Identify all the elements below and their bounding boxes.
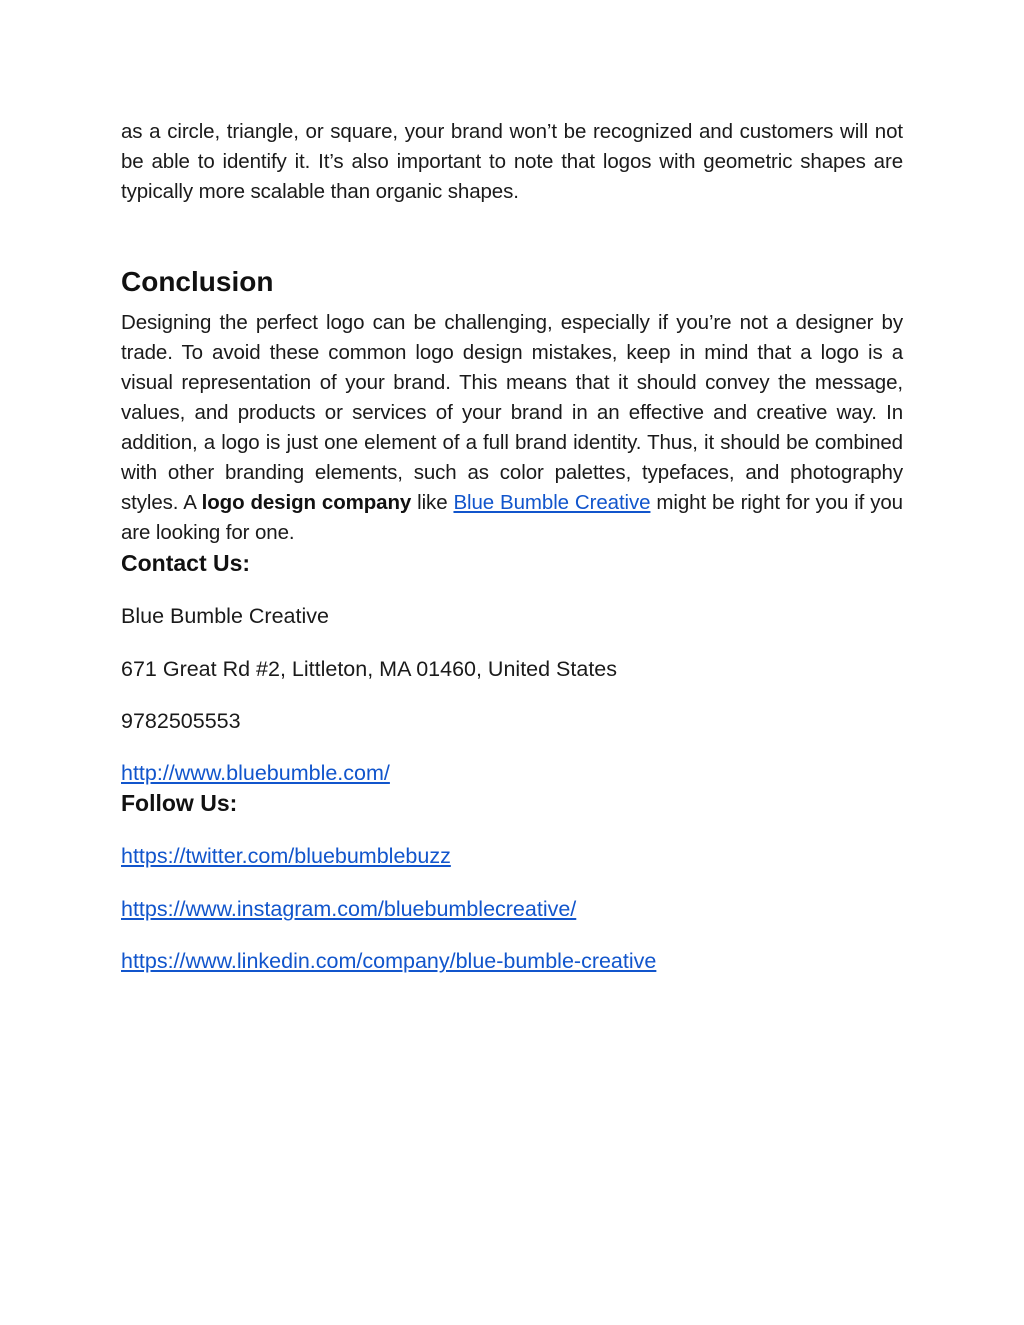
website-link-line: [121, 758, 903, 788]
conclusion-heading: Conclusion: [121, 266, 274, 297]
conclusion-text-start: Designing the perfect logo can be challenging, especially if you’re not a designer by trade. To avoid these common logo design mistakes, keep in mind that a logo is a visual representation of your brand. This means that it should convey the message, values, and products or services of your brand in an effective and creative way. In addition, a logo is just one element of a full brand identity. Thus, it should be combined with other branding elements, such as color palettes, typefaces, and photography styles. A: [121, 311, 903, 514]
instagram-link[interactable]: https://www.instagram.com/bluebumblecreative/: [121, 897, 577, 921]
twitter-link[interactable]: https://twitter.com/bluebumblebuzz: [121, 844, 451, 868]
follow-us-heading: Follow Us:: [121, 790, 238, 816]
logo-design-company-bold: logo design company: [201, 491, 412, 514]
intro-paragraph: as a circle, triangle, or square, your brand won’t be recognized and customers will not be able to identify it. It’s also important to note that logos with geometric shapes are typically more scalable than organic shapes.: [121, 120, 903, 203]
conclusion-text-like: like: [411, 491, 454, 514]
linkedin-link-line: [121, 946, 903, 976]
company-name: Blue Bumble Creative: [121, 604, 329, 628]
contact-us-heading: Contact Us:: [121, 550, 251, 576]
conclusion-text-end: might be right for you if you are looking for one.: [121, 491, 903, 544]
website-link[interactable]: http://www.bluebumble.com/: [121, 761, 390, 785]
company-address: 671 Great Rd #2, Littleton, MA 01460, United States: [121, 657, 618, 681]
blue-bumble-creative-link[interactable]: Blue Bumble Creative: [453, 491, 651, 514]
document-page: [121, 117, 903, 976]
instagram-link-line: [121, 894, 903, 924]
linkedin-link[interactable]: https://www.linkedin.com/company/blue-bumble-creative: [121, 949, 657, 973]
conclusion-paragraph: [121, 308, 903, 548]
twitter-link-line: [121, 841, 903, 871]
company-phone: 9782505553: [121, 709, 241, 733]
